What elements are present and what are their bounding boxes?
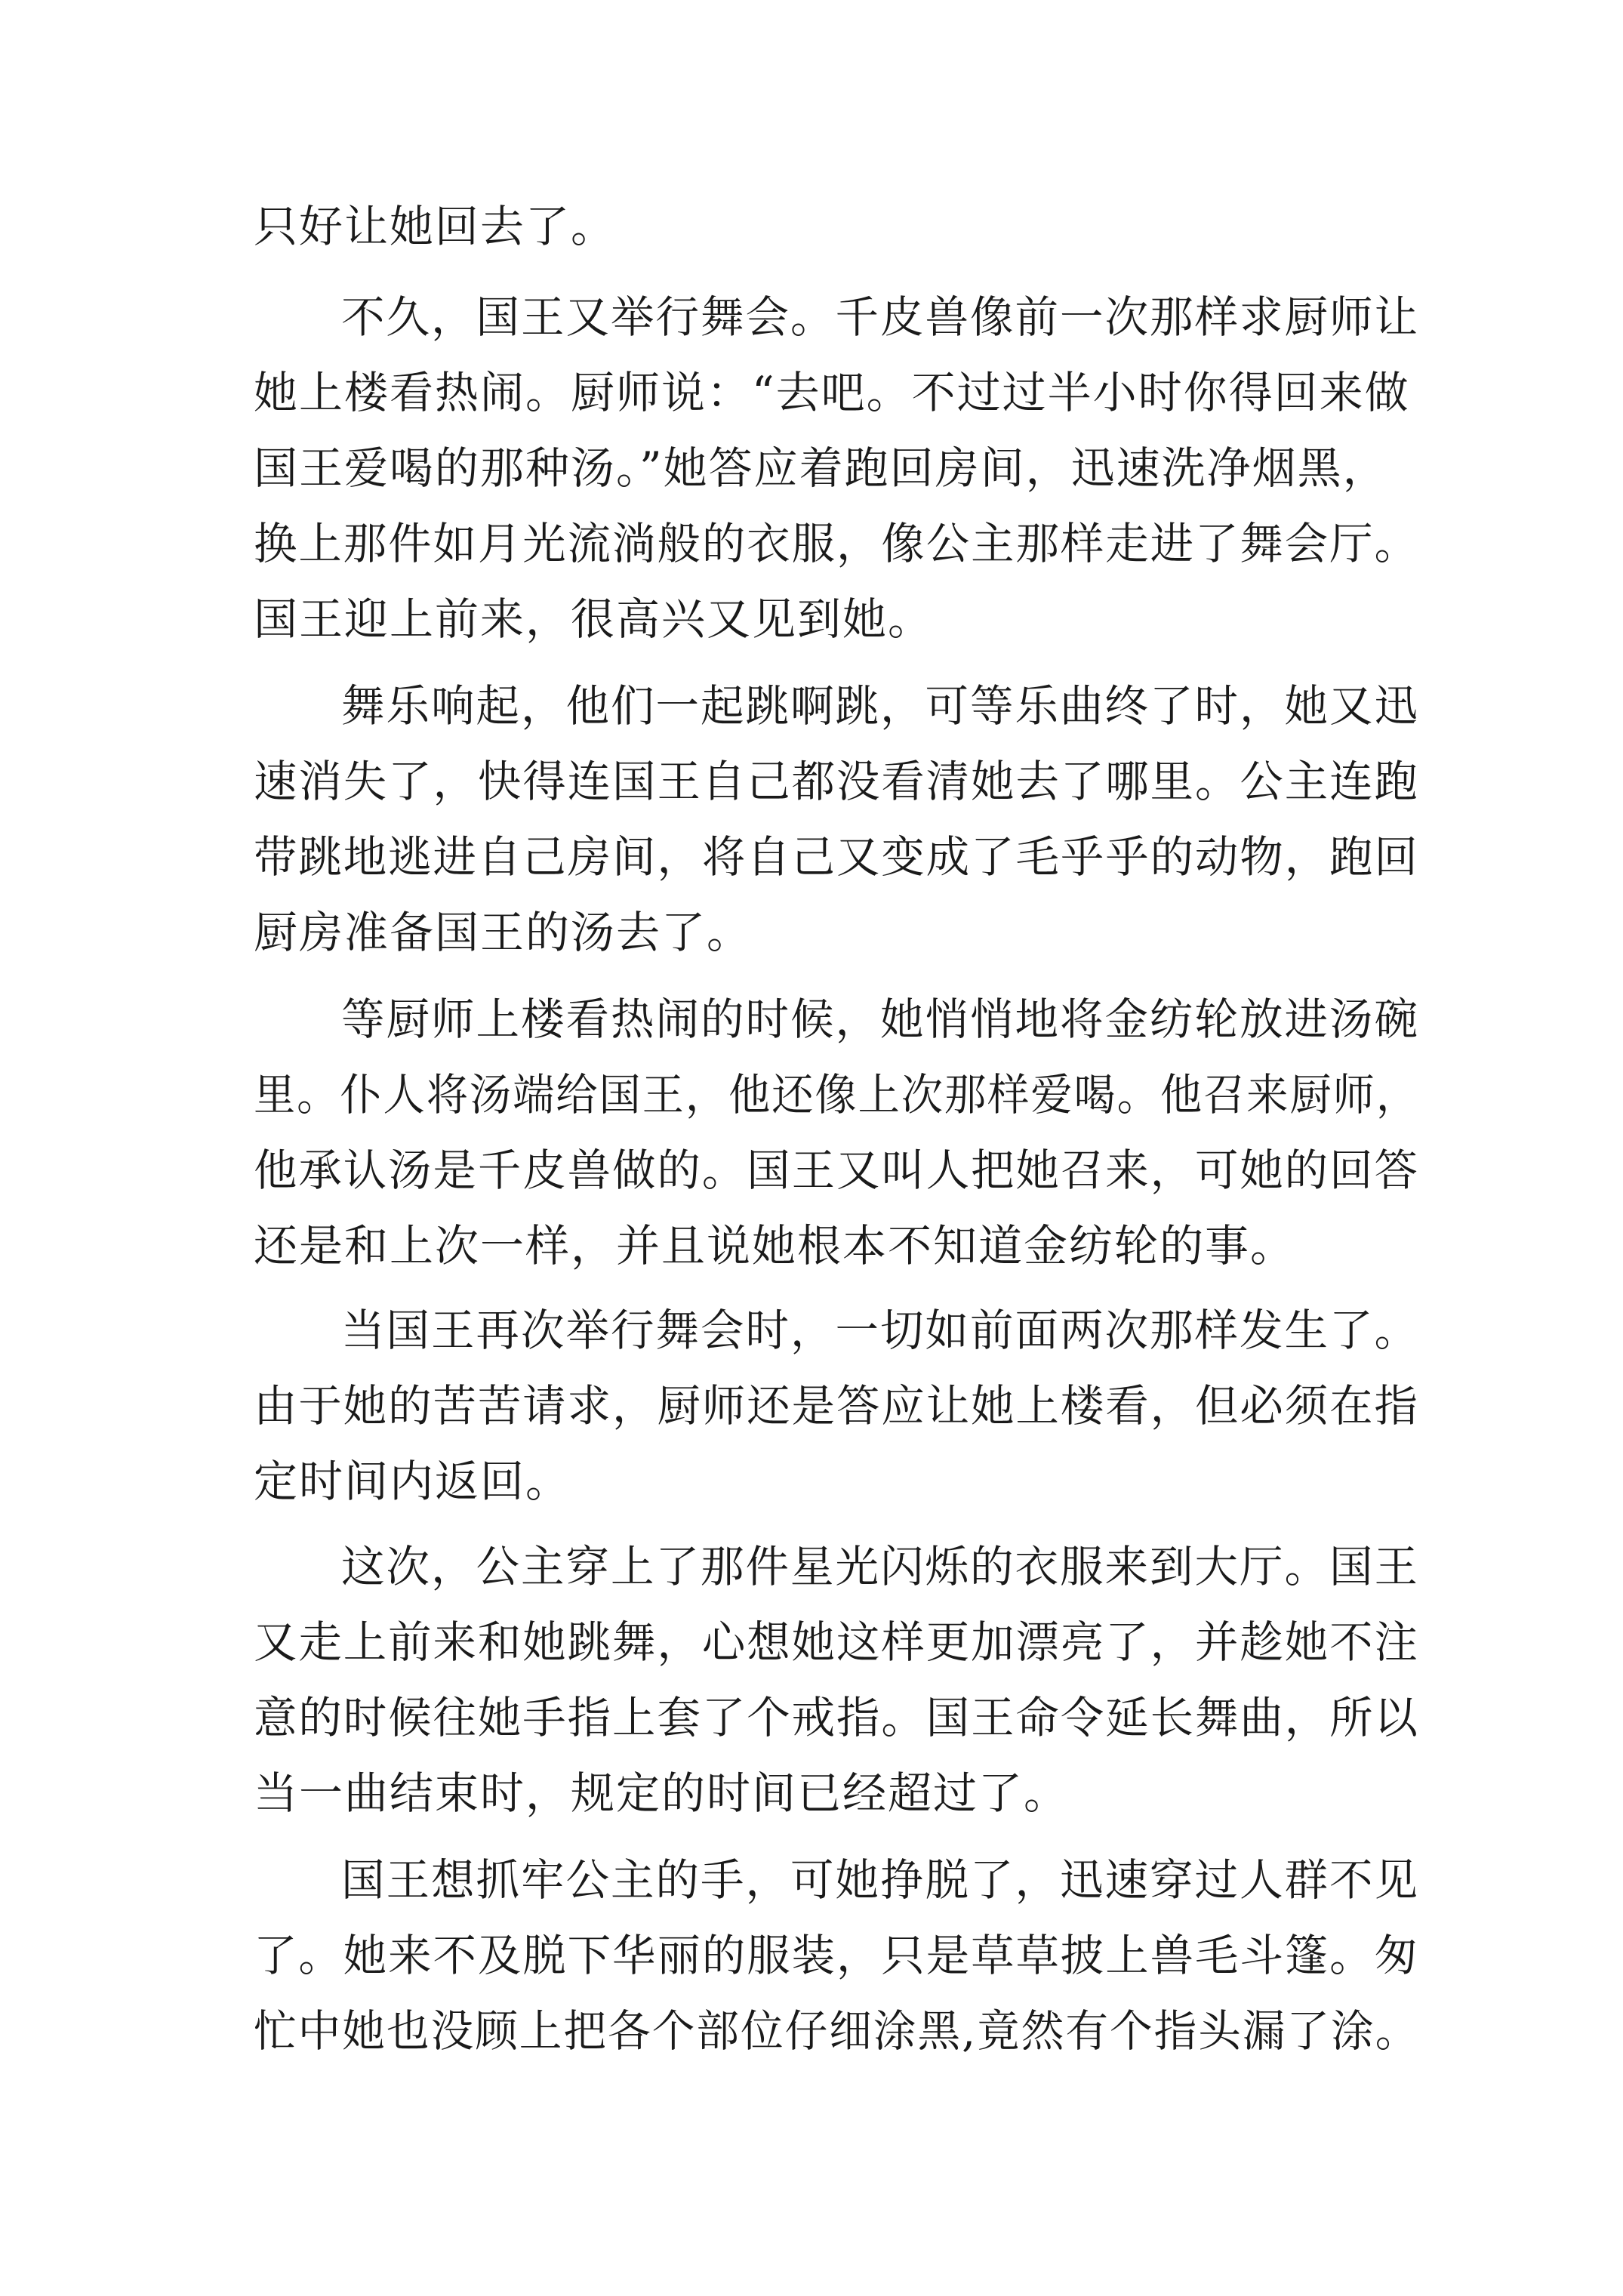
text-line: 这次，公主穿上了那件星光闪烁的衣服来到大厅。国王 xyxy=(341,1541,1420,1592)
text-line: 忙中她也没顾上把各个部位仔细涂黑,竟然有个指头漏了涂。 xyxy=(254,2005,1420,2057)
text-line: 了。她来不及脱下华丽的服装，只是草草披上兽毛斗篷。匆 xyxy=(254,1930,1419,1981)
text-line: 国王想抓牢公主的手，可她挣脱了，迅速穿过人群不见 xyxy=(341,1854,1420,1906)
text-line: 他承认汤是千皮兽做的。国王又叫人把她召来，可她的回答 xyxy=(254,1145,1419,1196)
text-line: 国王爱喝的那种汤。”她答应着跑回房间，迅速洗净烟黑， xyxy=(254,442,1388,494)
text-line: 带跳地逃进自己房间，将自己又变成了毛乎乎的动物，跑回 xyxy=(254,831,1419,883)
text-line: 换上那件如月光流淌般的衣服，像公主那样走进了舞会厅。 xyxy=(254,518,1419,569)
text-line: 只好让她回去了。 xyxy=(254,201,617,252)
text-line: 舞乐响起，他们一起跳啊跳，可等乐曲终了时，她又迅 xyxy=(341,680,1420,732)
text-line: 当国王再次举行舞会时，一切如前面两次那样发生了。 xyxy=(341,1305,1420,1356)
text-line: 厨房准备国王的汤去了。 xyxy=(254,907,753,958)
text-line: 里。仆人将汤端给国王，他还像上次那样爱喝。他召来厨师， xyxy=(254,1069,1420,1120)
text-line: 不久，国王又举行舞会。千皮兽像前一次那样求厨师让 xyxy=(341,291,1420,343)
text-line: 她上楼看热闹。厨师说：“去吧。不过过半小时你得回来做 xyxy=(254,367,1410,418)
text-line: 由于她的苦苦请求，厨师还是答应让她上楼看，但必须在指 xyxy=(254,1380,1419,1432)
text-line: 等厨师上楼看热闹的时候，她悄悄地将金纺轮放进汤碗 xyxy=(341,994,1420,1045)
text-line: 意的时候往她手指上套了个戒指。国王命令延长舞曲，所以 xyxy=(254,1692,1419,1743)
text-line: 又走上前来和她跳舞，心想她这样更加漂亮了，并趁她不注 xyxy=(254,1616,1419,1668)
text-line: 国王迎上前来，很高兴又见到她。 xyxy=(254,593,934,645)
text-line: 定时间内返回。 xyxy=(254,1456,571,1507)
text-line: 当一曲结束时，规定的时间已经超过了。 xyxy=(254,1767,1070,1819)
text-line: 速消失了，快得连国王自己都没看清她去了哪里。公主连跑 xyxy=(254,756,1419,807)
text-line: 还是和上次一样，并且说她根本不知道金纺轮的事。 xyxy=(254,1220,1296,1271)
